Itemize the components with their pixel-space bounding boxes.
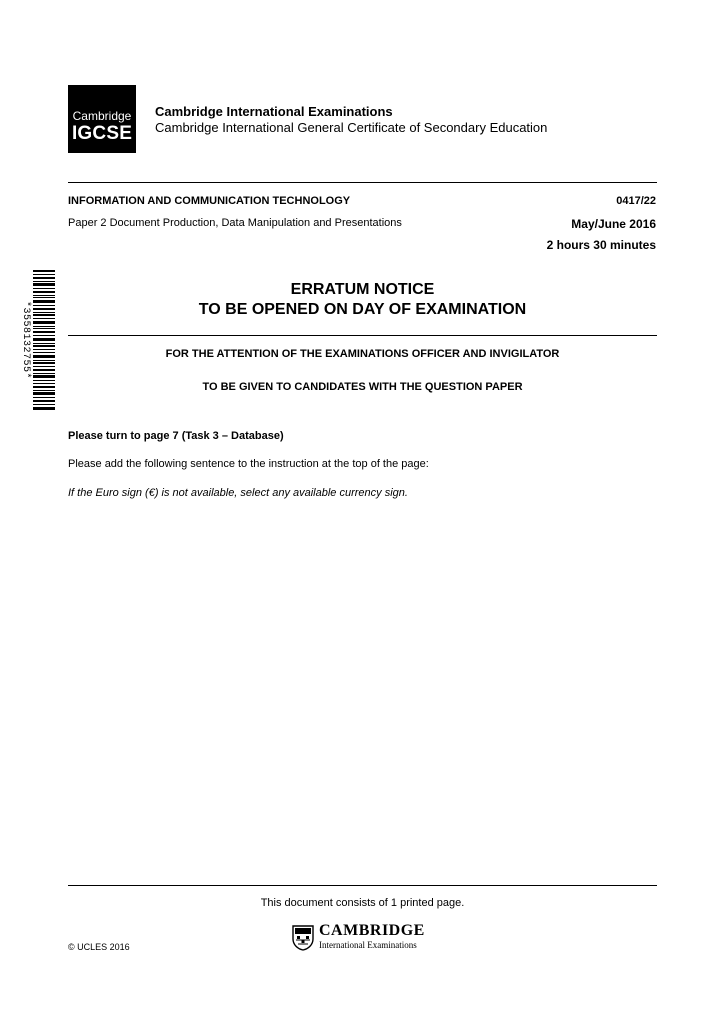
barcode — [33, 270, 55, 410]
board-name: Cambridge International Examinations — [155, 104, 393, 119]
header-rule — [68, 182, 657, 183]
igcse-logo — [68, 85, 136, 153]
footer-rule — [68, 885, 657, 886]
turn-to-page: Please turn to page 7 (Task 3 – Database) — [68, 430, 284, 442]
erratum-sentence: If the Euro sign (€) is not available, select any available currency sign. — [68, 487, 408, 499]
subject-title: INFORMATION AND COMMUNICATION TECHNOLOGY — [68, 195, 351, 207]
exam-session: May/June 2016 — [571, 217, 656, 231]
erratum-title: ERRATUM NOTICE — [290, 281, 435, 298]
paper-code: 0417/22 — [616, 195, 656, 207]
logo-bottom-text: IGCSE — [71, 123, 133, 144]
attention-notice: FOR THE ATTENTION OF THE EXAMINATIONS OFFICER AND INVIGILATOR — [165, 348, 560, 360]
page-count: This document consists of 1 printed page. — [260, 897, 465, 909]
cambridge-crest-icon — [292, 925, 314, 951]
cambridge-wordmark: CAMBRIDGE — [319, 922, 425, 939]
paper-title: Paper 2 Document Production, Data Manipulation and Presentations — [68, 217, 402, 229]
certificate-name: Cambridge International General Certificate of Secondary Education — [155, 120, 548, 135]
title-rule — [68, 335, 657, 336]
erratum-subtitle: TO BE OPENED ON DAY OF EXAMINATION — [198, 301, 527, 318]
exam-duration: 2 hours 30 minutes — [546, 238, 656, 252]
instruction-text: Please add the following sentence to the instruction at the top of the page: — [68, 458, 429, 470]
distribution-notice: TO BE GIVEN TO CANDIDATES WITH THE QUESTION PAPER — [202, 381, 523, 393]
barcode-digits: *3558132755* — [20, 300, 31, 379]
cambridge-subtitle: International Examinations — [319, 940, 417, 950]
logo-top-text: Cambridge — [72, 109, 132, 123]
copyright: © UCLES 2016 — [68, 942, 130, 952]
